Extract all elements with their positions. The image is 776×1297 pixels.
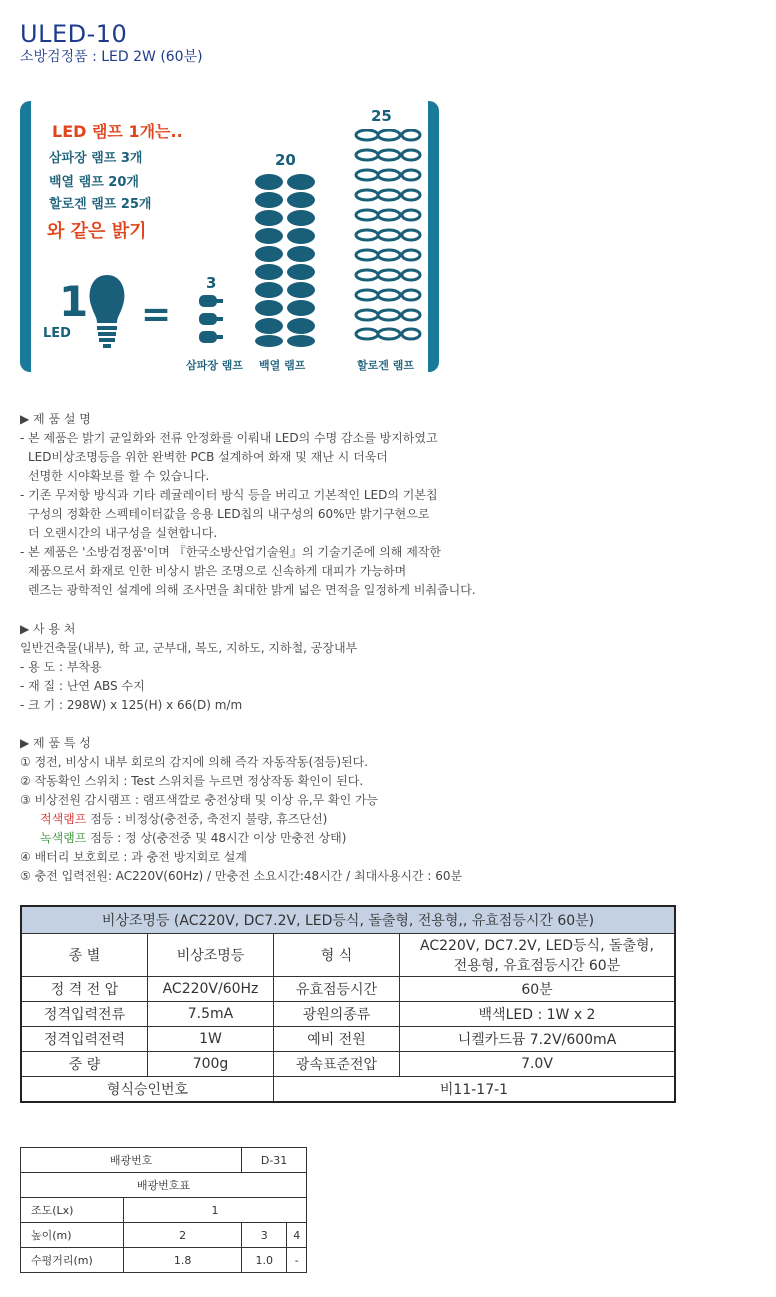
lux-cell: 배광번호 (21, 1148, 242, 1173)
spec-header: 비상조명등 (AC220V, DC7.2V, LED등식, 돌출형, 전용형,, 유효점등시간 60분) (21, 906, 675, 934)
section-heading: ▶ 제 품 설 명 (20, 412, 91, 426)
spec-cell: 종 별 (21, 934, 148, 977)
spec-cell: 예비 전원 (274, 1027, 400, 1052)
banner-line-fluorescent: 삼파장 램프 3개 (49, 151, 143, 166)
spec-type-line: 전용형, 유효점등시간 60분 (453, 958, 621, 974)
banner-caption-incandescent: 백열 램프 (259, 359, 306, 372)
table-row (21, 1173, 307, 1198)
spec-cell: 형식승인번호 (21, 1077, 274, 1103)
spec-cell: 광원의종류 (274, 1002, 400, 1027)
model-title: ULED-10 (20, 20, 128, 48)
banner-led-label: LED (43, 326, 71, 341)
incandescent-lamps-icon (253, 173, 323, 348)
feature-line: ④ 배터리 보호회로 : 과 충전 방지회로 설계 (20, 850, 247, 864)
red-lamp-line (20, 810, 462, 829)
red-lamp-label: 적색램프 (40, 812, 87, 826)
table-row (21, 1027, 675, 1052)
description-line: LED비상조명등을 위한 완벽한 PCB 설계하여 화재 및 재난 시 더욱더 (28, 450, 388, 464)
spec-cell: 비11-17-1 (274, 1077, 676, 1103)
banner-line-incandescent: 백열 램프 20개 (49, 175, 139, 190)
banner-caption-fluorescent: 삼파장 램프 (186, 359, 243, 372)
description-line: 구성의 정확한 스펙테이터값을 응용 LED칩의 내구성의 60%만 밝기구현으로 (28, 507, 430, 521)
table-row (21, 977, 675, 1002)
green-lamp-label: 녹색램프 (40, 831, 87, 845)
spec-cell: AC220V/60Hz (148, 977, 274, 1002)
usage-line: 일반건축물(내부), 학 교, 군부대, 복도, 지하도, 지하철, 공장내부 (20, 641, 358, 655)
banner-count-fluorescent: 3 (206, 274, 217, 292)
spec-cell: 정격입력전류 (21, 1002, 148, 1027)
spec-cell: 광속표준전압 (274, 1052, 400, 1077)
banner-one-number: 1 (59, 277, 89, 326)
description-line: 더 오랜시간의 내구성을 실현합니다. (28, 526, 218, 540)
banner-caption-halogen: 할로겐 램프 (357, 359, 414, 372)
spec-cell: 백색LED : 1W x 2 (400, 1002, 676, 1027)
spec-header-row (21, 906, 675, 934)
features-section (20, 734, 462, 886)
green-lamp-line (20, 829, 462, 848)
spec-table (20, 905, 676, 1103)
table-row (21, 1248, 307, 1273)
feature-line: ③ 비상전원 감시램프 : 램프색깔로 충전상태 및 이상 유,무 확인 가능 (20, 793, 379, 807)
spec-cell: 1W (148, 1027, 274, 1052)
description-line: 제품으로서 화재로 인한 비상시 밝은 조명으로 신속하게 대피가 가능하며 (28, 564, 407, 578)
banner-equals-sign: = (141, 294, 172, 335)
feature-line: ② 작동확인 스위치 : Test 스위치를 누르면 정상작동 확인이 된다. (20, 774, 364, 788)
light-distribution-table (20, 1147, 307, 1273)
description-line: - 본 제품은 '소방검정품'이며 『한국소방산업기술원』의 기술기준에 의해 제작한 (20, 545, 441, 559)
spec-cell: 7.0V (400, 1052, 676, 1077)
spec-cell: 형 식 (274, 934, 400, 977)
lux-cell: 높이(m) (21, 1223, 124, 1248)
banner-count-halogen: 25 (371, 107, 392, 125)
lux-cell: 1.0 (242, 1248, 287, 1273)
lux-cell: D-31 (242, 1148, 307, 1173)
halogen-lamps-icon (353, 129, 423, 347)
model-subtitle: 소방검정품 : LED 2W (60분) (20, 49, 203, 65)
description-line: - 기존 무저항 방식과 기타 레귤레이터 방식 등을 버리고 기본적인 LED의 기본칩 (20, 488, 438, 502)
green-lamp-text: 점등 : 정 상(충전중 및 48시간 이상 만충전 상태) (86, 831, 347, 845)
table-row (21, 1052, 675, 1077)
description-line: 선명한 시야확보를 할 수 있습니다. (28, 469, 210, 483)
table-row (21, 1148, 307, 1173)
description-line: 렌즈는 광학적인 설계에 의해 조사면을 최대한 밝게 넓은 면적을 일정하게 비춰줍니다. (28, 583, 476, 597)
red-lamp-text: 점등 : 비정상(충전중, 축전지 불량, 휴즈단선) (86, 812, 328, 826)
spec-cell-type (400, 934, 676, 977)
lux-cell: 1.8 (124, 1248, 242, 1273)
usage-line: - 재 질 : 난연 ABS 수지 (20, 679, 145, 693)
lux-cell: 조도(Lx) (21, 1198, 124, 1223)
spec-cell: 유효점등시간 (274, 977, 400, 1002)
lux-cell: - (287, 1248, 307, 1273)
led-bulb-icon (83, 271, 131, 351)
product-description-section (20, 410, 476, 600)
lux-cell: 1 (124, 1198, 307, 1223)
spec-cell: 중 량 (21, 1052, 148, 1077)
lux-cell: 2 (124, 1223, 242, 1248)
banner-count-incandescent: 20 (275, 151, 296, 169)
banner-line-halogen: 할로겐 램프 25개 (49, 197, 152, 212)
spec-cell: 니켈카드뮴 7.2V/600mA (400, 1027, 676, 1052)
banner-panel (31, 101, 428, 372)
spec-type-line: AC220V, DC7.2V, LED등식, 돌출형, (420, 938, 654, 954)
table-row (21, 1077, 675, 1103)
description-line: - 본 제품은 밝기 균일화와 전류 안정화를 이뤄내 LED의 수명 감소를 방지하였고 (20, 431, 438, 445)
lux-cell: 배광번호표 (21, 1173, 307, 1198)
spec-cell: 60분 (400, 977, 676, 1002)
lux-cell: 수평거리(m) (21, 1248, 124, 1273)
table-row (21, 1002, 675, 1027)
feature-line: ① 정전, 비상시 내부 회로의 감지에 의해 즉각 자동작동(점등)된다. (20, 755, 369, 769)
spec-cell: 정 격 전 압 (21, 977, 148, 1002)
table-row (21, 934, 675, 977)
spec-cell: 700g (148, 1052, 274, 1077)
spec-cell: 7.5mA (148, 1002, 274, 1027)
table-row (21, 1198, 307, 1223)
lux-cell: 3 (242, 1223, 287, 1248)
brightness-comparison-banner (20, 101, 439, 372)
fluorescent-lamps-icon (193, 293, 227, 353)
table-row (21, 1223, 307, 1248)
usage-line: - 용 도 : 부착용 (20, 660, 102, 674)
section-heading: ▶ 사 용 처 (20, 622, 76, 636)
usage-section (20, 620, 357, 715)
banner-line-same-brightness: 와 같은 밝기 (47, 221, 147, 242)
banner-line-led: LED 램프 1개는.. (52, 122, 183, 141)
spec-cell: 정격입력전력 (21, 1027, 148, 1052)
section-heading: ▶ 제 품 특 성 (20, 736, 91, 750)
lux-cell: 4 (287, 1223, 307, 1248)
spec-cell: 비상조명등 (148, 934, 274, 977)
usage-line: - 크 기 : 298W) x 125(H) x 66(D) m/m (20, 698, 243, 712)
feature-line: ⑤ 충전 입력전원: AC220V(60Hz) / 만충전 소요시간:48시간 / 최대사용시간 : 60분 (20, 869, 463, 883)
